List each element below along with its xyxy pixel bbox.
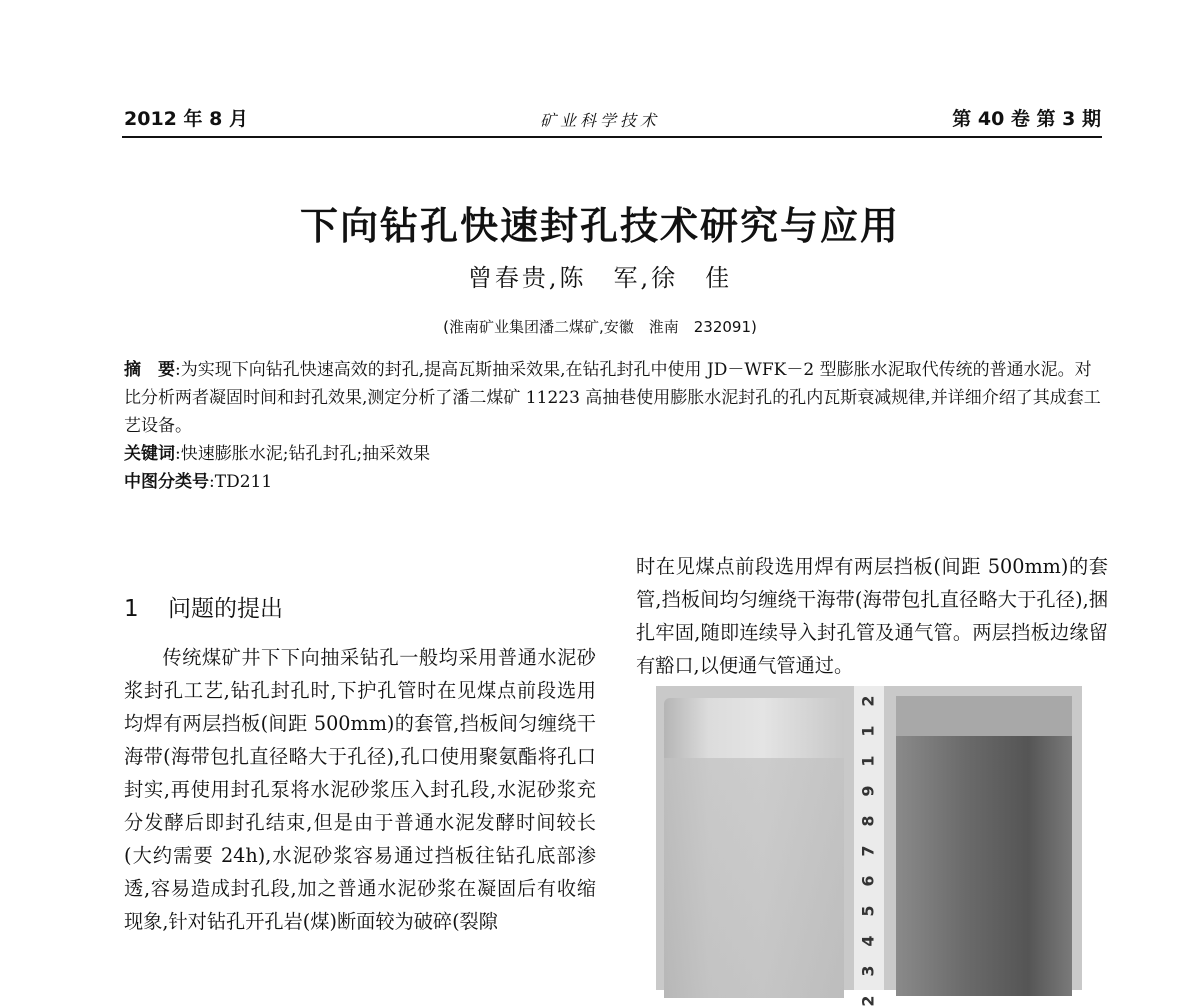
ruler-mark: 4 — [858, 935, 878, 947]
header-date: 2012 年 8 月 — [124, 108, 248, 130]
section-number: 1 — [124, 596, 139, 622]
header-rule — [122, 136, 1102, 138]
abstract-label: 摘 要 — [124, 360, 175, 380]
ruler-mark: 2 — [858, 695, 878, 707]
right-tube-image — [896, 696, 1072, 996]
keywords-label: 关键词 — [124, 444, 175, 464]
section-title: 问题的提出 — [168, 596, 283, 622]
right-column — [636, 550, 1108, 682]
header-journal: 矿业科学技术 — [540, 111, 661, 130]
abstract-block — [124, 356, 1104, 496]
paper-title: 下向钻孔快速封孔技术研究与应用 — [299, 204, 900, 248]
paper-authors: 曾春贵,陈 军,徐 佳 — [467, 264, 733, 292]
ruler-mark: 2 — [858, 995, 878, 1007]
ruler-mark: 5 — [858, 905, 878, 917]
keywords — [124, 440, 1104, 468]
abstract-text: :为实现下向钻孔快速高效的封孔,提高瓦斯抽采效果,在钻孔封孔中使用 JD－WFK－2 型膨胀水泥取代传统的普通水泥。对比分析两者凝固时间和封孔效果,测定分析了潘二煤矿 11223 高抽巷使用膨胀水泥封孔的孔内瓦斯衰减规律,并详细介绍了其成套工艺设备。 — [124, 360, 1101, 436]
header-issue: 第 40 卷 第 3 期 — [952, 108, 1101, 130]
section-paragraph: 传统煤矿井下下向抽采钻孔一般均采用普通水泥砂浆封孔工艺,钻孔封孔时,下护孔管时在见煤点前段选用均焊有两层挡板(间距 500mm)的套管,挡板间匀缠绕干海带(海带包扎直径略大于孔径),孔口使用聚氨酯将孔口封实,再使用封孔泵将水泥砂浆压入封孔段,水泥砂浆充分发酵后即封孔结束,但是由于普通水泥发酵时间较长(大约需要 24h),水泥砂浆容易通过挡板往钻孔底部渗透,容易造成封孔段,加之普通水泥砂浆在凝固后有收缩现象,针对钻孔开孔岩(煤)断面较为破碎(裂隙 — [124, 646, 596, 933]
classification — [124, 468, 1104, 496]
ruler-mark: 8 — [858, 815, 878, 827]
abstract — [124, 356, 1104, 440]
right-paragraph: 时在见煤点前段选用焊有两层挡板(间距 500mm)的套管,挡板间均匀缠绕干海带(海带包扎直径略大于孔径),捆扎牢固,随即连续导入封孔管及通气管。两层挡板边缘留有豁口,以便通气管通过。 — [636, 555, 1108, 677]
section-heading — [124, 590, 596, 623]
figure-photo — [656, 686, 1082, 1007]
paper-affiliation: (淮南矿业集团潘二煤矿,安徽 淮南 232091) — [443, 318, 757, 336]
ruler-image — [854, 686, 884, 1007]
ruler-mark: 6 — [858, 875, 878, 887]
ruler-mark: 3 — [858, 965, 878, 977]
classification-label: 中图分类号 — [124, 472, 209, 492]
ruler-mark: 1 — [858, 755, 878, 767]
left-tube-image — [664, 698, 844, 998]
ruler-mark: 7 — [858, 845, 878, 857]
ruler-mark: 9 — [858, 785, 878, 797]
left-column — [124, 590, 596, 938]
ruler-mark: 1 — [858, 725, 878, 737]
classification-text: :TD211 — [209, 472, 273, 492]
keywords-text: :快速膨胀水泥;钻孔封孔;抽采效果 — [175, 444, 431, 464]
